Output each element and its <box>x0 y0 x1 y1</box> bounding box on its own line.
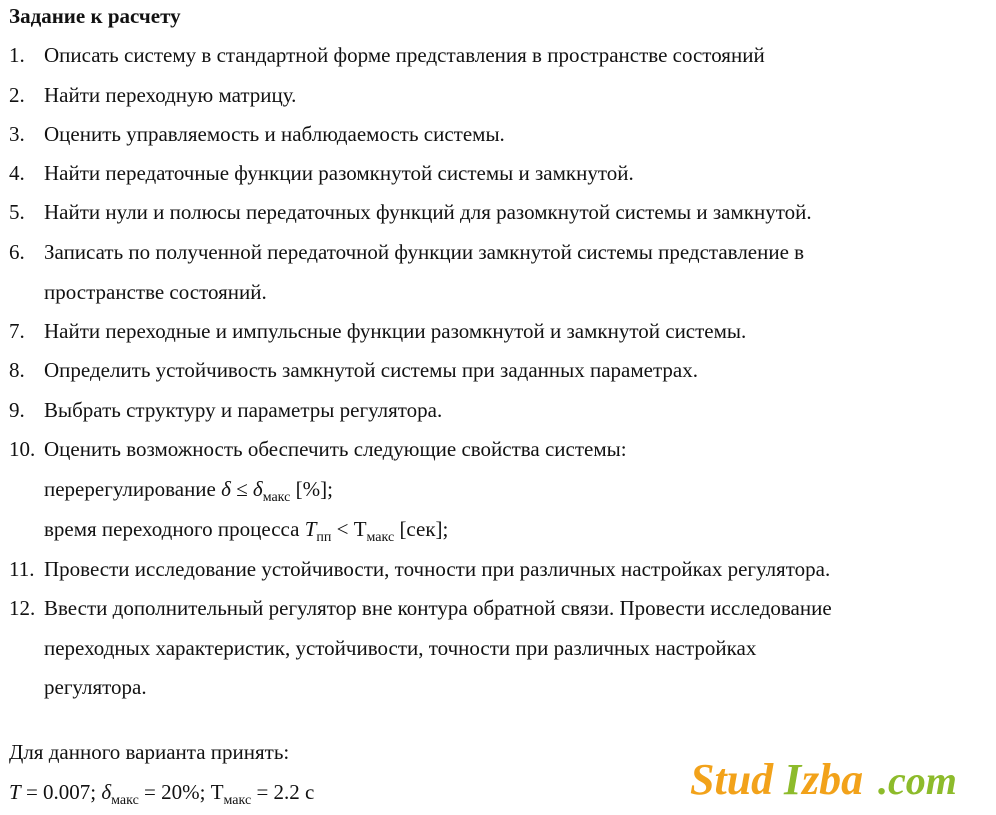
list-item-text: Выбрать структуру и параметры регулятора. <box>44 398 443 422</box>
list-item-text: Описать систему в стандартной форме представления в пространстве состояний <box>44 43 765 67</box>
settling-time-relation: < Т <box>336 517 367 541</box>
overshoot-unit: [%]; <box>295 477 333 501</box>
studizba-watermark-logo <box>686 752 976 808</box>
overshoot-label: перерегулирование <box>44 477 216 501</box>
svg-text:.com: .com <box>878 758 957 803</box>
settling-time-label: время переходного процесса <box>44 517 300 541</box>
list-item-text: Оценить возможность обеспечить следующие свойства системы: <box>44 437 627 461</box>
list-item-number: 7. <box>9 319 25 343</box>
settling-time-subscript: пп <box>316 530 332 545</box>
list-item-text: Найти передаточные функции разомкнутой системы и замкнутой. <box>44 161 634 185</box>
settling-time-unit: [сек]; <box>399 517 449 541</box>
delta-symbol: δ <box>101 780 112 804</box>
delta-value: = 20%; <box>144 780 206 804</box>
list-item-text: Найти переходную матрицу. <box>44 83 297 107</box>
settling-time-symbol: T <box>304 517 317 541</box>
settling-time-max-subscript: макс <box>366 530 395 545</box>
variant-intro: Для данного варианта принять: <box>9 740 290 764</box>
list-item-text: регулятора. <box>44 675 147 699</box>
delta-subscript: макс <box>111 793 139 808</box>
t-symbol: T <box>9 780 21 804</box>
variant-parameters <box>9 778 314 815</box>
list-item-text: Провести исследование устойчивости, точности при различных настройках регулятора. <box>44 557 831 581</box>
list-item-number: 1. <box>9 43 25 67</box>
list-item-text: пространстве состояний. <box>44 280 267 304</box>
list-item-text: Ввести дополнительный регулятор вне контура обратной связи. Провести исследование <box>44 596 832 620</box>
list-item-text: Оценить управляемость и наблюдаемость системы. <box>44 122 505 146</box>
list-item-text: Определить устойчивость замкнутой системы при заданных параметрах. <box>44 358 698 382</box>
list-item-number: 12. <box>9 596 36 620</box>
list-item-text: Записать по полученной передаточной функции замкнутой системы представление в <box>44 240 805 264</box>
svg-text:Stud: Stud <box>690 755 774 804</box>
list-item-text: Найти нули и полюсы передаточных функций для разомкнутой системы и замкнутой. <box>44 200 812 224</box>
settling-time-requirement <box>44 515 448 552</box>
list-item-number: 4. <box>9 161 25 185</box>
tmax-subscript: макс <box>223 793 252 808</box>
list-item-text: Найти переходные и импульсные функции разомкнутой и замкнутой системы. <box>44 319 747 343</box>
document-heading: Задание к расчету <box>9 4 181 28</box>
list-item-text: переходных характеристик, устойчивости, точности при различных настройках <box>44 636 757 660</box>
overshoot-expression: δ ≤ δ <box>221 477 263 501</box>
list-item-number: 5. <box>9 200 25 224</box>
list-item-number: 11. <box>9 557 35 581</box>
overshoot-requirement <box>44 475 333 512</box>
tmax-value: = 2.2 с <box>256 780 315 804</box>
overshoot-subscript: макс <box>262 490 291 505</box>
svg-text:I: I <box>784 755 802 804</box>
list-item-number: 6. <box>9 240 25 264</box>
list-item-number: 2. <box>9 83 25 107</box>
list-item-number: 9. <box>9 398 25 422</box>
list-item-number: 3. <box>9 122 25 146</box>
svg-text:zba: zba <box>802 755 864 804</box>
list-item-number: 8. <box>9 358 25 382</box>
t-value: = 0.007; <box>25 780 97 804</box>
tmax-symbol: Т <box>210 780 224 804</box>
list-item-number: 10. <box>9 437 36 461</box>
